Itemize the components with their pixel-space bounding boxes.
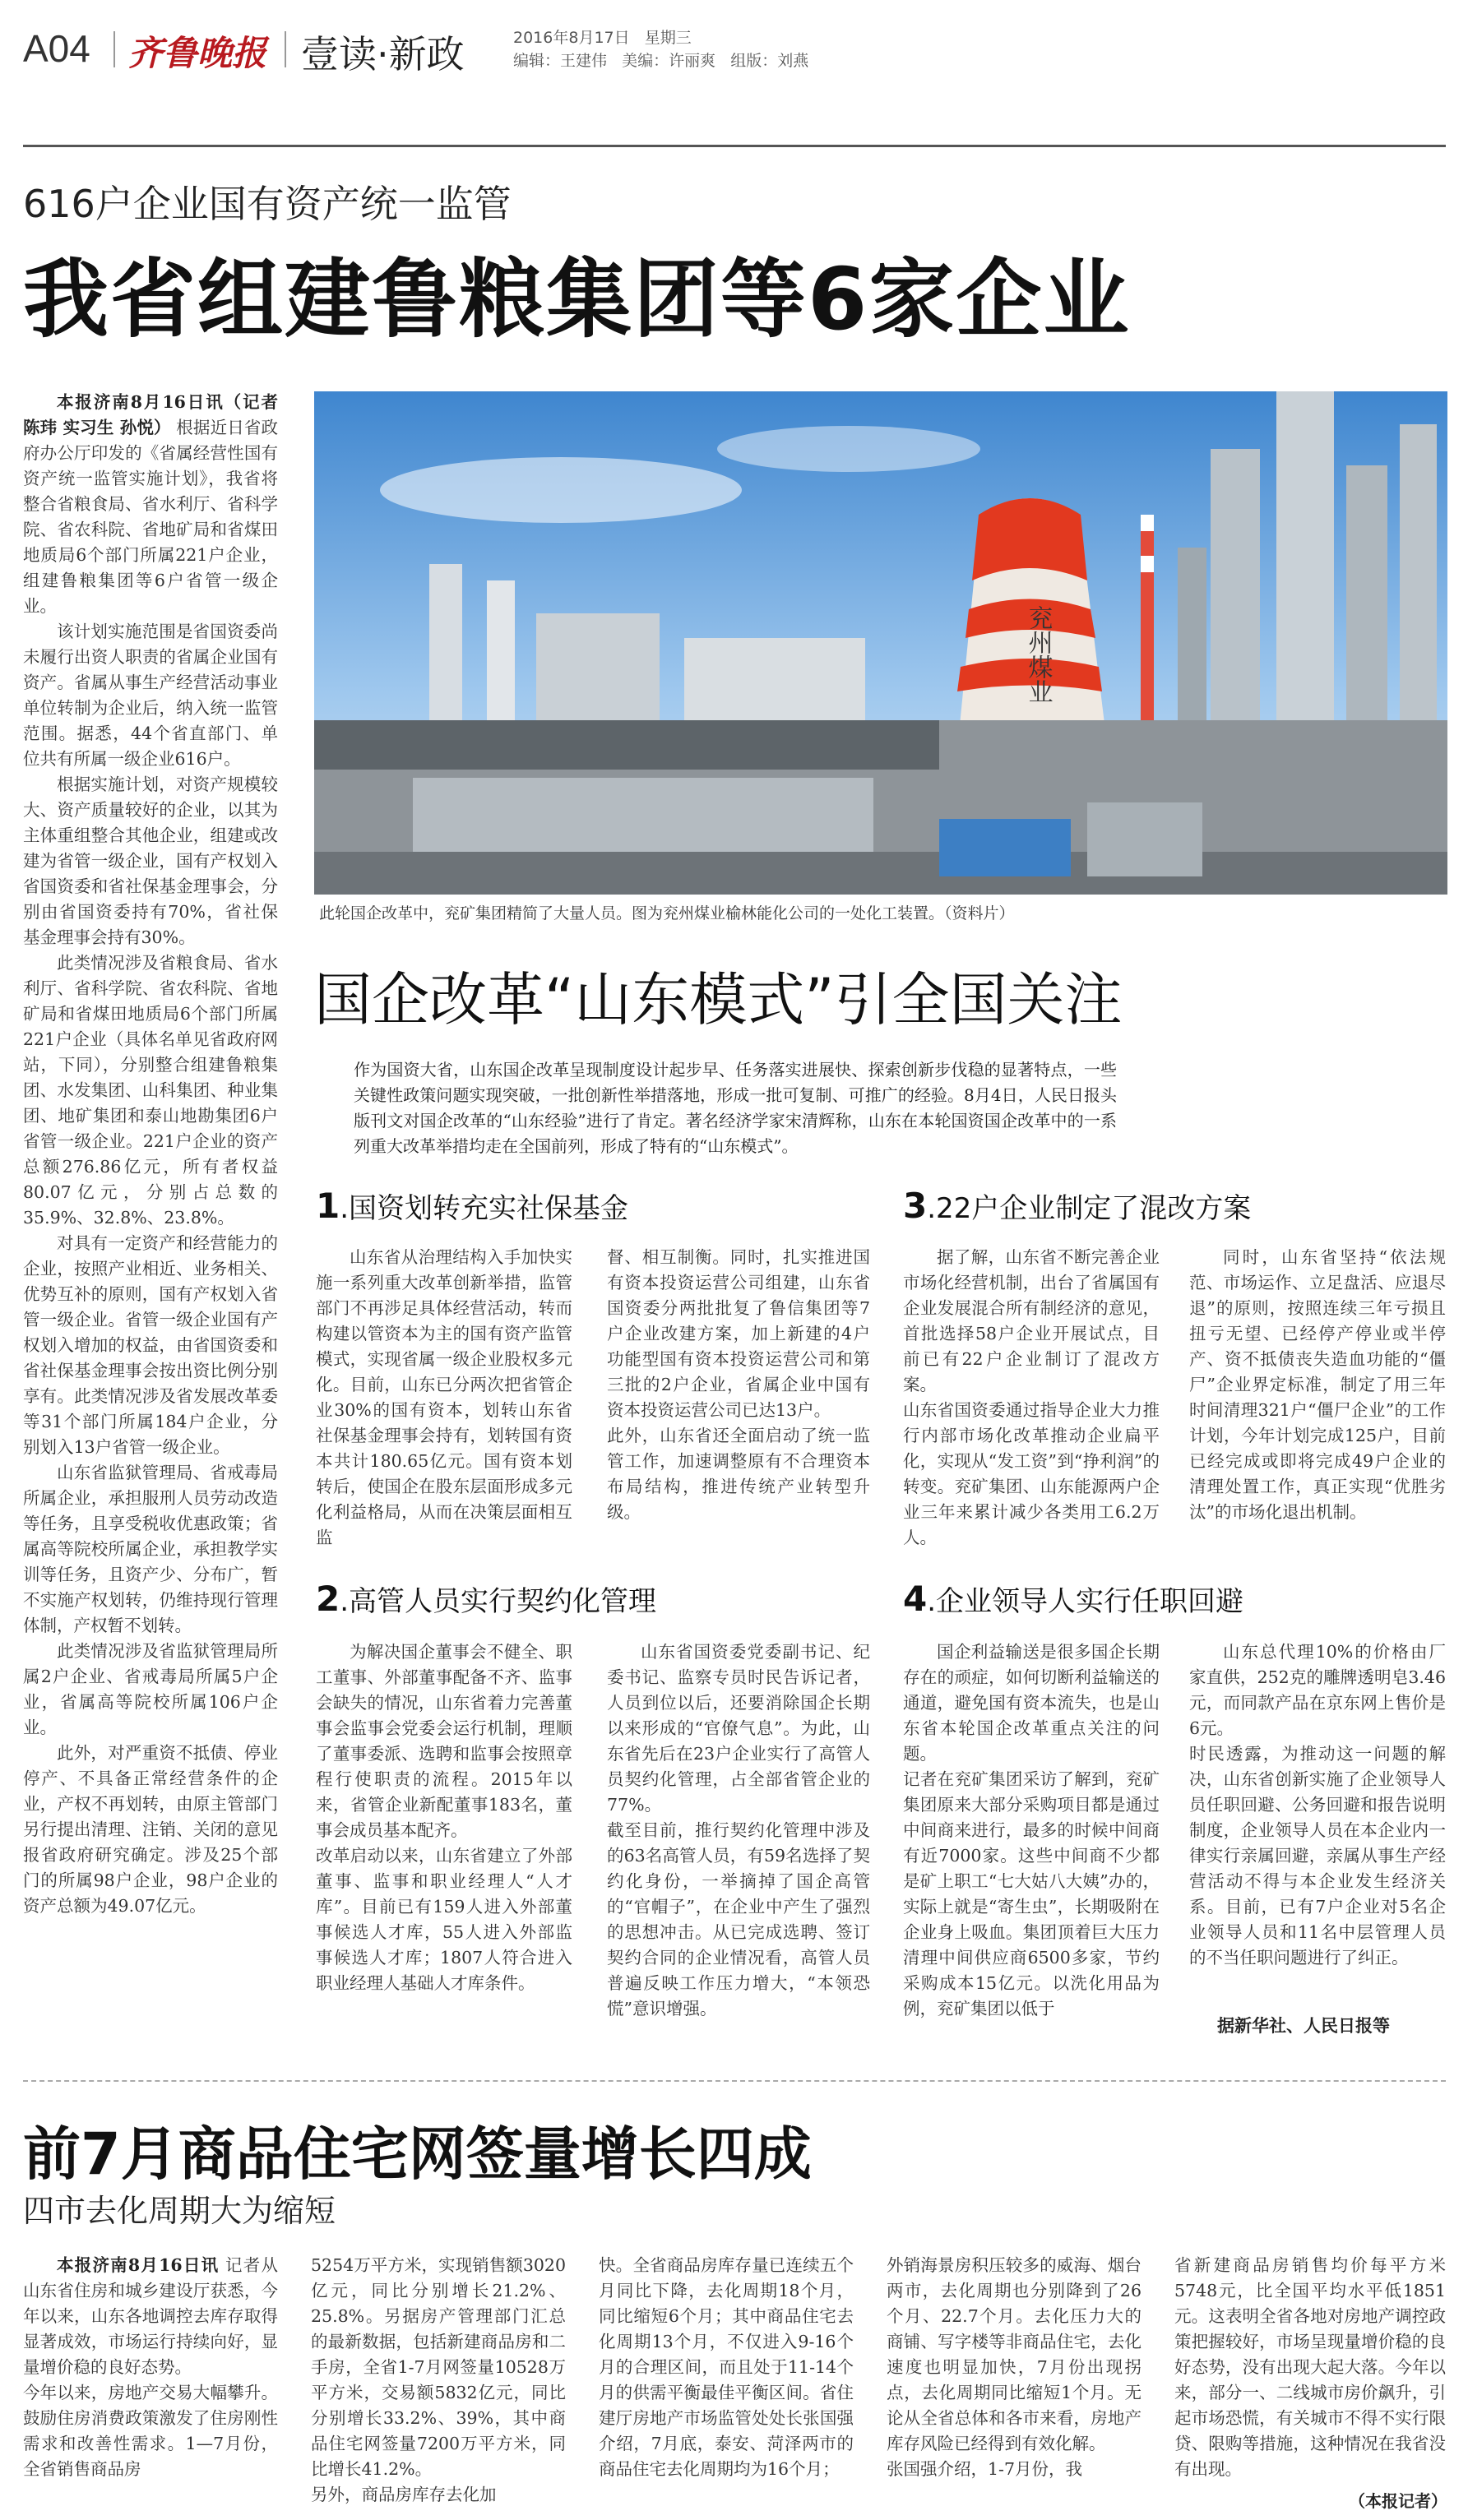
masthead-rule xyxy=(23,145,1446,147)
section1-col1: 山东省从治理结构入手加快实施一系列重大改革创新举措，监管部门不再涉足具体经营活动，转而构建以管资本为主的国有资产监管模式，实现省属一级企业股权多元化。目前，山东已分两次把省管企业30%的国有资本，划转山东省社保基金理事会持有，划转国有资本共计180.65亿元。国有资本划转后，使国企在股东层面形成多元化利益格局，从而在决策层面相互监 xyxy=(316,1247,572,1547)
story3-subhead: 四市去化周期大为缩短 xyxy=(23,2193,336,2229)
news-photo xyxy=(314,391,1447,895)
story3-col1: 本报济南8月16日讯 记者从山东省住房和城乡建设厅获悉，今年以来，山东各地调控去库存取得显著成效，市场运行持续向好，显量增价稳的良好态势。 今年以来，房地产交易大幅攀升。鼓励住房消费政策激发了住房刚性需求和改善性需求。1—7月份，全省销售商品房 xyxy=(23,2255,278,2479)
page-number: A04 xyxy=(23,27,90,70)
story1-para: 该计划实施范围是省国资委尚未履行出资人职责的省属企业国有资产。省属从事生产经营活动事业单位转制为企业后，纳入统一监管范围。据悉，44个省直部门、单位共有所属一级企业616户。 xyxy=(23,622,278,769)
divider xyxy=(285,31,286,67)
masthead xyxy=(23,25,1446,74)
issue-weekday: 星期三 xyxy=(644,29,692,47)
section-heading xyxy=(903,1186,1251,1226)
section-title: .22户企业制定了混改方案 xyxy=(927,1192,1252,1225)
story3-col3: 快。全省商品房库存量已连续五个月同比下降，去化周期18个月，同比缩短6个月；其中商品住宅去化周期13个月，不仅进入9-16个月的合理区间，而且处于11-14个月的供需平衡最佳平衡区间。省住建厅房地产市场监管处处长张国强介绍，7月底，泰安、菏泽两市的商品住宅去化周期均为16个月； xyxy=(599,2255,854,2479)
story2-credit: 据新华社、人民日报等 xyxy=(1217,2016,1390,2036)
section2-col1: 为解决国企董事会不健全、职工董事、外部董事配备不齐、监事会缺失的情况，山东省着力完善董事会监事会党委会运行机制，理顺了董事委派、选聘和监事会按照章程行使职责的流程。2015年以来，省管企业新配董事183名，董事会成员基本配齐。 改革启动以来，山东省建立了外部董事、监事和职业经理人“人才库”。目前已有159人进入外部董事候选人才库，55人进入外部监事候选人才库；1807人符合进入职业经理人基础人才库条件。 xyxy=(316,1642,572,1993)
section1-col2: 督、相互制衡。同时，扎实推进国有资本投资运营公司组建，山东省国资委分两批批复了鲁信集团等7户企业改建方案，加上新建的4户功能型国有资本投资运营公司和第三批的2户企业，省属企业中国有资本投资运营公司已达13户。 此外，山东省还全面启动了统一监管工作，加速调整原有不合理资本布局结构，推进传统产业转型升级。 xyxy=(607,1247,870,1522)
story1-para: 此外，对严重资不抵债、停业停产、不具备正常经营条件的企业，产权不再划转，由原主管部门另行提出清理、注销、关闭的意见报省政府研究确定。涉及25个部门的所属98户企业，98户企业的资产总额为49.07亿元。 xyxy=(23,1743,278,1916)
story1-para: 山东省监狱管理局、省戒毒局所属企业，承担服刑人员劳动改造等任务，且享受税收优惠政策；省属高等院校所属企业，承担教学实训等任务，且资产少、分布广，暂不实施产权划转，仍维持现行管理体制，产权暂不划转。 xyxy=(23,1463,278,1635)
story3-headline: 前7月商品住宅网签量增长四成 xyxy=(23,2120,812,2188)
story1-para: 此类情况涉及省监狱管理局所属2户企业、省戒毒局所属5户企业，省属高等院校所属106户企业。 xyxy=(23,1641,278,1737)
tower-lettering: 兖州煤业 xyxy=(1023,605,1053,704)
designer-credit: 美编：许丽爽 xyxy=(622,52,716,70)
section3-col1: 据了解，山东省不断完善企业市场化经营机制，出台了省属国有企业发展混合所有制经济的意见，首批选择58户企业开展试点，目前已有22户企业制订了混改方案。 山东省国资委通过指导企业大力推行内部市场化改革推动企业扁平化，实现从“发工资”到“挣利润”的转变。兖矿集团、山东能源两户企业三年来累计减少各类用工6.2万人。 xyxy=(903,1247,1160,1547)
story2-intro: 作为国资大省，山东国企改革呈现制度设计起步早、任务落实进展快、探索创新步伐稳的显著特点，一些关键性政策问题实现突破，一批创新性举措落地，形成一批可复制、可推广的经验。8月4日，人民日报头版刊文对国企改革的“山东经验”进行了肯定。著名经济学家宋清辉称，山东在本轮国资国企改革中的一系列重大改革举措均走在全国前列，形成了特有的“山东模式”。 xyxy=(354,1060,1117,1156)
story1-headline: 我省组建鲁粮集团等6家企业 xyxy=(23,249,1131,349)
issue-date: 2016年8月17日 xyxy=(513,29,630,47)
section4-col2: 山东总代理10%的价格由厂家直供，252克的雕牌透明皂3.46元，而同款产品在京东网上售价是6元。 时民透露，为推动这一问题的解决，山东省创新实施了企业领导人员任职回避、公务回避和报告说明制度，企业领导人员在本企业内一律实行亲属回避，亲属从事生产经营活动不得与本企业发生经济关系。目前，已有7户企业对5名企业领导人员和11名中层管理人员的不当任职问题进行了纠正。 xyxy=(1189,1642,1446,1967)
section-title: 壹读·新政 xyxy=(301,32,465,76)
section-heading xyxy=(903,1579,1243,1619)
story1-body xyxy=(23,390,278,1919)
photo-caption: 此轮国企改革中，兖矿集团精简了大量人员。图为兖州煤业榆林能化公司的一处化工装置。（资料片） xyxy=(319,904,1015,922)
proof-credit: 组版：刘燕 xyxy=(730,52,809,70)
editor-credit: 编辑：王建伟 xyxy=(513,52,608,70)
section-heading xyxy=(316,1579,656,1619)
story2-headline: 国企改革“山东模式”引全国关注 xyxy=(314,966,1123,1033)
section2-col2: 山东省国资委党委副书记、纪委书记、监察专员时民告诉记者，人员到位以后，还要消除国企长期以来形成的“官僚气息”。为此，山东省先后在23户企业实行了高管人员契约化管理，占全部省管企业的77%。 截至目前，推行契约化管理中涉及的63名高管人员，有59名选择了契约化身份，一举摘掉了国企高管的“官帽子”，在企业中产生了强烈的思想冲击。从已完成选聘、签订契约合同的企业情况看，高管人员普遍反映工作压力增大，“本领恐慌”意识增强。 xyxy=(607,1642,870,2018)
section-heading xyxy=(316,1186,628,1226)
story3-col5: 省新建商品房销售均价每平方米5748元，比全国平均水平低1851元。这表明全省各地对房地产调控政策把握较好，市场呈现量增价稳的良好态势，没有出现大起大落。今年以来，部分一、二线城市房价飙升，引起市场恐慌，有关城市不得不实行限贷、限购等措施，这种情况在我省没有出现。 xyxy=(1174,2255,1446,2479)
section-number: 4 xyxy=(903,1579,928,1619)
story3-col2: 5254万平方米，实现销售额3020亿元，同比分别增长21.2%、25.8%。另据房产管理部门汇总的最新数据，包括新建商品房和二手房，全省1-7月网签量10528万平方米，交易额5832亿元，同比分别增长33.2%、39%，其中商品住宅网签量7200万平方米，同比增长41.2%。 另外，商品房库存去化加 xyxy=(311,2255,566,2504)
paper-logo: 齐鲁晚报 xyxy=(128,33,267,73)
section3-col2: 同时，山东省坚持“依法规范、市场运作、立足盘活、应退尽退”的原则，按照连续三年亏损且扭亏无望、已经停产停业或半停产、资不抵债丧失造血功能的“僵尸”企业界定标准，制定了用三年时间清理321户“僵尸企业”的工作计划，今年计划完成125户，目前已经完成或即将完成49户企业的清理处置工作，真正实现“优胜劣汰”的市场化退出机制。 xyxy=(1189,1247,1446,1522)
story1-kicker: 616户企业国有资产统一监管 xyxy=(23,182,512,226)
section-number: 3 xyxy=(903,1186,928,1226)
story3-dateline: 本报济南8月16日讯 xyxy=(57,2255,220,2275)
story1-dateline: 本报济南8月16日讯（记者 陈玮 实习生 孙悦） xyxy=(23,392,278,437)
story1-para: 此类情况涉及省粮食局、省水利厅、省科学院、省农科院、省地矿局和省煤田地质局6个部门所属221户企业（具体名单见省政府网站，下同），分别整合组建鲁粮集团、水发集团、山科集团、种业集团、地矿集团和泰山地勘集团6户省管一级企业。221户企业的资产总额276.86亿元，所有者权益80.07亿元，分别占总数的35.9%、32.8%、23.8%。 xyxy=(23,953,278,1228)
divider xyxy=(113,31,115,67)
section-title: .企业领导人实行任职回避 xyxy=(927,1585,1244,1618)
story1-para: 本报济南8月16日讯（记者 陈玮 实习生 孙悦） 根据近日省政府办公厅印发的《省属经营性国有资产统一监管实施计划》，我省将整合省粮食局、省水利厅、省科学院、省农科院、省地矿局和省煤田地质局6个部门所属221户企业，组建鲁粮集团等6户省管一级企业。 xyxy=(23,392,278,616)
section-title: .高管人员实行契约化管理 xyxy=(340,1585,657,1618)
section-number: 2 xyxy=(316,1579,340,1619)
issue-info xyxy=(513,26,808,72)
section-title: .国资划转充实社保基金 xyxy=(340,1192,629,1225)
section4-col1: 国企利益输送是很多国企长期存在的顽症，如何切断利益输送的通道，避免国有资本流失，也是山东省本轮国企改革重点关注的问题。 记者在兖矿集团采访了解到，兖矿集团原来大部分采购项目都是通过中间商来进行，最多的时候中间商有近7000家。这些中间商不少都是矿上职工“七大姑八大姨”办的，实际上就是“寄生虫”，长期吸附在企业身上吸血。集团顶着巨大压力清理中间供应商6500多家，节约采购成本15亿元。以洗化用品为例，兖矿集团以低于 xyxy=(903,1642,1160,2018)
industrial-plant-illustration xyxy=(314,391,1447,895)
story3-col4: 外销海景房积压较多的威海、烟台两市，去化周期也分别降到了26个月、22.7个月。去化压力大的商铺、写字楼等非商品住宅，去化速度也明显加快，7月份出现拐点，去化周期同比缩短1个月。无论从全省总体和各市来看，房地产库存风险已经得到有效化解。 张国强介绍，1-7月份，我 xyxy=(887,2255,1142,2479)
story3-credit: （本报记者） xyxy=(1349,2491,1447,2511)
section-divider xyxy=(23,2080,1446,2082)
story1-para: 对具有一定资产和经营能力的企业，按照产业相近、业务相关、优势互补的原则，国有产权划入省管一级企业。省管一级企业国有产权划入增加的权益，由省国资委和省社保基金理事会按出资比例分别享有。此类情况涉及省发展改革委等31个部门所属184户企业，分别划入13户省管一级企业。 xyxy=(23,1233,278,1457)
section-number: 1 xyxy=(316,1186,340,1226)
story1-para: 根据实施计划，对资产规模较大、资产质量较好的企业，以其为主体重组整合其他企业，组建或改建为省管一级企业，国有产权划入省国资委和省社保基金理事会，分别由省国资委持有70%，省社保基金理事会持有30%。 xyxy=(23,774,278,947)
